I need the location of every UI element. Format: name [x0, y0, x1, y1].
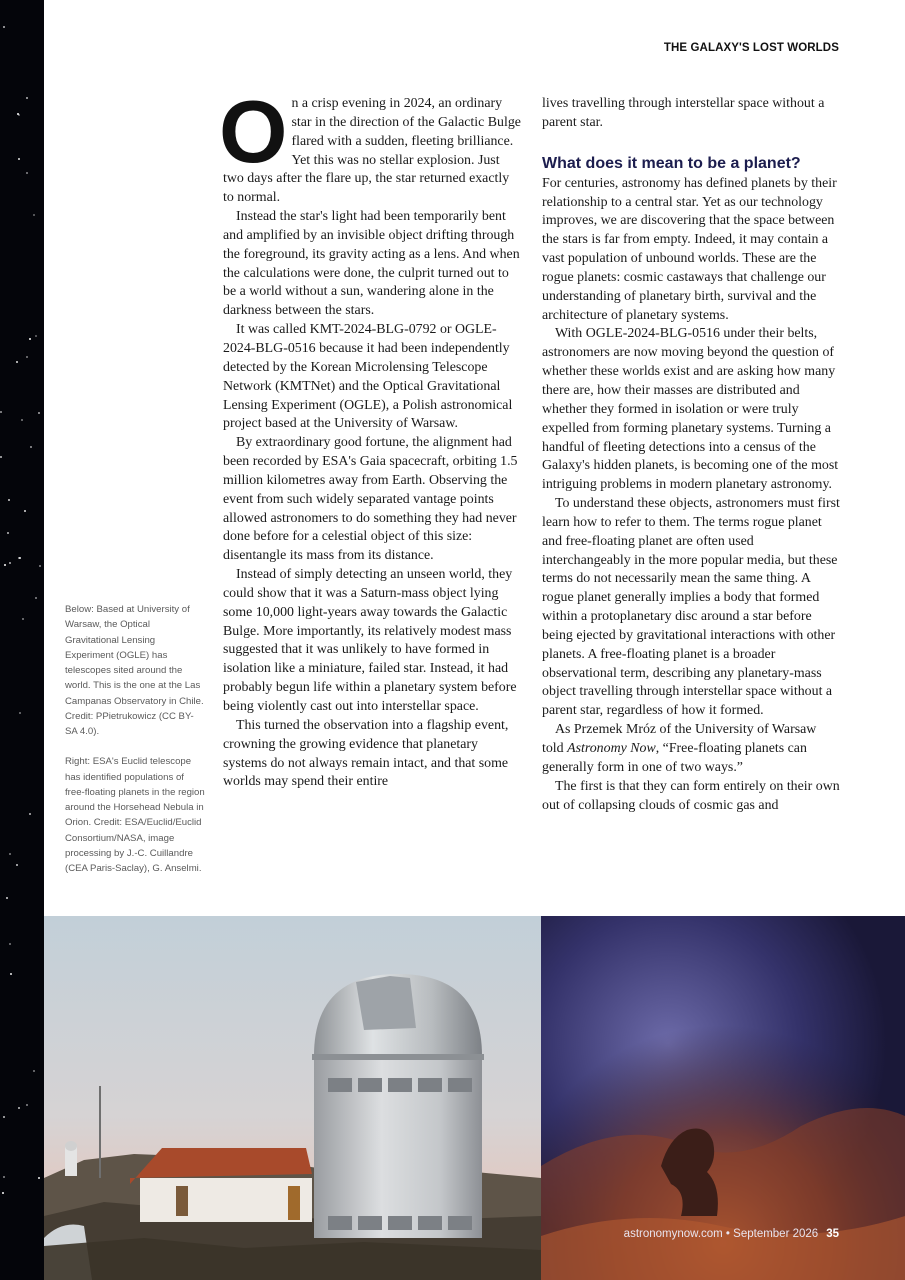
star-dot [3, 1176, 5, 1178]
star-dot [6, 897, 8, 899]
star-dot [3, 1116, 5, 1118]
star-dot [35, 335, 37, 337]
quote-paragraph [542, 721, 841, 778]
star-dot [2, 1192, 4, 1194]
star-dot [4, 564, 6, 566]
star-dot [35, 597, 37, 599]
page-number: 35 [826, 1228, 839, 1240]
star-dot [38, 1177, 40, 1179]
star-dot [18, 557, 20, 559]
starfield-strip [0, 0, 44, 1280]
caption-right: Right: ESA's Euclid telescope has identified populations of free-floating planets in the region around the Horsehead Nebula in Orion. Credit: ESA/Euclid/Euclid Consortium/NASA, image processing by J.-C. Cuillandre (CEA Paris-Saclay), G. Anselmi. [65, 756, 205, 874]
star-dot [29, 338, 31, 340]
star-dot [21, 419, 23, 421]
caption-below: Below: Based at University of Warsaw, the Optical Gravitational Lensing Experiment (OGLE) has telescopes sited around the world. This is the one at the Las Campanas Observatory in Chile. Credit: PPietrukowicz (CC BY-SA 4.0). [65, 604, 204, 737]
star-dot [33, 214, 35, 216]
star-dot [17, 113, 19, 115]
quote-lead-text: As Przemek Mróz of the University of Warsaw told [542, 722, 817, 756]
quote-text: , “Free-floating planets can generally form in one of two ways.” [542, 741, 807, 775]
star-dot [16, 864, 18, 866]
body-paragraph: This turned the observation into a flagship event, crowning the growing evidence that planetary systems do not always remain intact, and that some worlds may spend their entire [223, 717, 509, 790]
body-paragraph: The first is that they can form entirely on their own out of collapsing clouds of cosmic gas and [542, 778, 840, 813]
page-footer [624, 1228, 839, 1240]
star-dot [0, 456, 2, 458]
body-paragraph: With OGLE-2024-BLG-0516 under their belts, astronomers are now moving beyond the question of whether these worlds exist and are asking how many there are, how their masses are distributed and whether they formed in isolation or were truly expelled from forming planetary systems. Turning a handful of fleeting detections into a census of the Galaxy's hidden planets, is becoming one of the most intriguing problems in modern planetary astronomy. [542, 326, 839, 493]
star-dot [0, 411, 2, 413]
body-paragraph: Instead the star's light had been temporarily bent and amplified by an invisible object drifting through the foreground, its gravity acting as a lens. And when the calculations were done, the culprit turned out to be a world without a sun, wandering alone in the darkness between the stars. [223, 209, 520, 319]
footer-site-date: astronomynow.com • September 2026 [623, 1228, 819, 1240]
observatory-photo [44, 916, 541, 1280]
body-paragraph: For centuries, astronomy has defined planets by their relationship to a central star. Yet as our technology improves, we are discovering that the space between the stars is far from empty. Indeed, it may contain a vast population of unbound worlds. These are the rogue planets: cosmic castaways that challenge our understanding of planetary birth, survival and the architecture of planetary systems. [542, 175, 837, 323]
star-dot [19, 712, 21, 714]
star-dot [8, 499, 10, 501]
left-text-column [219, 82, 522, 792]
star-dot [3, 26, 5, 28]
star-dot [9, 853, 11, 855]
running-head: THE GALAXY'S LOST WORLDS [663, 42, 839, 54]
star-dot [7, 532, 9, 534]
star-dot [26, 1104, 28, 1106]
body-paragraph: Instead of simply detecting an unseen world, they could show that it was a Saturn-mass object lying some 10,000 light-years away towards the Galactic Bulge. More importantly, its relatively modest mass suggested that it was unlikely to have formed in isolation like a miniature, failed star. Instead, it had probably begun life within a planetary system before being violently cast out into interstellar space. [223, 567, 517, 714]
continued-paragraph: lives travelling through interstellar space without a parent star. [542, 96, 825, 130]
star-dot [16, 361, 18, 363]
star-dot [18, 1107, 20, 1109]
star-dot [18, 158, 20, 160]
star-dot [33, 1070, 35, 1072]
star-dot [30, 446, 32, 448]
body-paragraph: It was called KMT-2024-BLG-0792 or OGLE-2024-BLG-0516 because it had been independently detected by the Korean Microlensing Telescope Network (KMTNet) and the Optical Gravitational Lensing Experiment (OGLE), a Polish astronomical project based at the University of Warsaw. [223, 322, 513, 432]
star-dot [26, 356, 28, 358]
star-dot [26, 97, 28, 99]
star-dot [9, 943, 11, 945]
publication-name: Astronomy Now [567, 741, 656, 756]
star-dot [26, 172, 28, 174]
star-dot [39, 565, 41, 567]
star-dot [38, 412, 40, 414]
star-dot [10, 973, 12, 975]
right-text-column [542, 95, 841, 815]
image-captions [65, 602, 205, 876]
horsehead-nebula-image [541, 916, 905, 1280]
star-dot [24, 510, 26, 512]
star-dot [22, 618, 24, 620]
drop-cap: O [219, 82, 288, 181]
star-dot [29, 813, 31, 815]
star-dot [9, 562, 11, 564]
body-paragraph: n a crisp evening in 2024, an ordinary star in the direction of the Galactic Bulge flared with a sudden, fleeting brilliance. Yet this was no stellar explosion. Just two days after the flare up, the star returned exactly to normal. [223, 96, 521, 206]
section-heading: What does it mean to be a planet? [542, 154, 801, 172]
body-paragraph: By extraordinary good fortune, the alignment had been recorded by ESA's Gaia spacecraft, orbiting 1.5 million kilometres away from Earth. Observing the event from such widely separated vantage points allowed astronomers to do something they had never done before for a celestial object of this size: disentangle its mass from its distance. [223, 435, 518, 564]
body-paragraph: To understand these objects, astronomers must first learn how to refer to them. The terms rogue planet and free-floating planet are often used interchangeably in the more popular media, but these terms do not necessarily mean the same thing. A rogue planet generally implies a body that formed within a protoplanetary disc around a star before being ejected by gravitational interactions with other planets. A free-floating planet is a broader observational term, describing any planetary-mass object travelling through interstellar space without a parent star, regardless of how it formed. [542, 496, 840, 719]
